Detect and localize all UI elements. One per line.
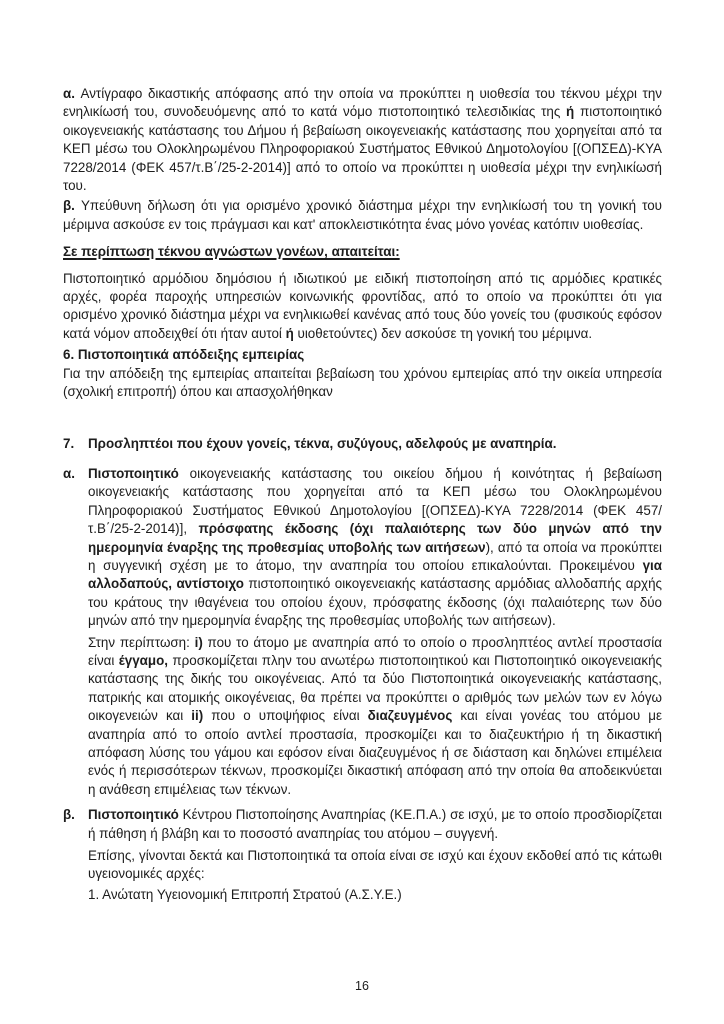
text-run: Αντίγραφο δικαστικής απόφασης από την οποία να προκύπτει η υιοθεσία του τέκνου μέχρι την ενηλικίωσή του, συνοδευόμενης από το κατά νόμο πιστοποιητικό τελεσιδικίας της bbox=[63, 86, 662, 120]
text-run: 1. Ανώτατη Υγειονομική Επιτροπή Στρατού (Α.Σ.Υ.Ε.) bbox=[88, 886, 402, 902]
text-run: ), από τα οποία να προκύπτει η συγγενική σχέση με το άτομο, την αναπηρία του οποίου επικαλούνται. Προκειμένου bbox=[88, 539, 662, 573]
text-run: Προσληπτέοι που έχουν γονείς, τέκνα, συζύγους, αδελφούς με αναπηρία. bbox=[88, 435, 557, 451]
text-run: πιστοποιητικό οικογενειακής κατάστασης του Δήμου ή βεβαίωση οικογενειακής κατάστασης που χορηγείται από τα ΚΕΠ μέσω του Ολοκληρωμένου Πληροφοριακού Συστήματος Εθνικού Δημοτολογίου [(ΟΠΣΕΔ)-ΚΥΑ 7228/2014 (ΦΕΚ 457/τ.Β΄/25-2-2014)] από το οποίο να προκύπτει η υιοθεσία μέχρι την ενηλικίωσή του. bbox=[63, 104, 662, 194]
text-run: και είναι γονέας του ατόμου με αναπηρία από το οποίο αντλεί προστασία, προσκομίζει και το διαζευκτήριο ή τη δικαστική απόφαση λύσης του γάμου και εφόσον είναι διαζευγμένος ή σε διάσταση και δηλώνει επιμέλεια ενός ή περισσότερων τέκνων, προσκομίζει δικαστική απόφαση από την οποία θα αποδεικνύεται η ανάθεση επιμέλειας των τέκνων. bbox=[88, 708, 662, 797]
text-run: Επίσης, γίνονται δεκτά και Πιστοποιητικά τα οποία είναι σε ισχύ και έχουν εκδοθεί από τις κάτωθι υγειονομικές αρχές: bbox=[88, 848, 662, 882]
para-adoption-decision bbox=[63, 85, 662, 195]
text-run: 6. Πιστοποιητικά απόδειξης εμπειρίας bbox=[63, 347, 305, 363]
item-a-family-status-cert bbox=[63, 465, 662, 631]
text-run: που το άτομο με αναπηρία από το οποίο ο προσληπτέος αντλεί προστασία είναι bbox=[88, 634, 662, 668]
text-run: β. bbox=[63, 198, 81, 214]
text-run: Σε περίπτωση τέκνου αγνώστων γονέων, απαιτείται: bbox=[63, 244, 400, 260]
text-run: προσκομίζεται πλην του ανωτέρω πιστοποιητικού και Πιστοποιητικό οικογενειακής κατάστασης της δικής του οικογένειας. Από τα δύο Πιστοποιητικά οικογενειακής κατάστασης, πατρικής και ατομικής οικογένειας, θα πρέπει να προκύπτει ο αριθμός των μελών των εν λόγω οικογενειών και bbox=[88, 652, 663, 724]
text-run: ή bbox=[285, 325, 294, 341]
text-run: οικογενειακής κατάστασης του οικείου δήμου ή κοινότητας ή βεβαίωση οικογενειακής κατάστασης που χορηγείται από τα ΚΕΠ μέσω του Ολοκληρωμένου Πληροφοριακού Συστήματος Εθνικού Δημοτολογίου [(ΟΠΣΕΔ)-ΚΥΑ 7228/2014 (ΦΕΚ 457/τ.Β΄/25-2-2014)], bbox=[88, 465, 662, 537]
text-run: διαζευγμένος bbox=[367, 708, 453, 724]
text-run: Πιστοποιητικό αρμόδιου δημόσιου ή ιδιωτικού με ειδική πιστοποίηση από τις αρμόδιες κρατικές αρχές, φορέα παροχής υπηρεσιών κοινωνικής φροντίδας, από το οποίο να προκύπτει ότι για ορισμένο χρονικό διάστημα μέχρι να ενηλικιωθεί κανένας από τους δύο γονείς του (φυσικούς εφόσον κατά νόμον αποδειχθεί ότι ήταν αυτοί bbox=[63, 270, 662, 341]
heading-6-experience bbox=[63, 346, 662, 364]
heading-7-disability bbox=[63, 435, 662, 453]
para-responsible-declaration bbox=[63, 197, 662, 234]
text-run: α. bbox=[63, 86, 81, 101]
text-run: Πιστοποιητικό bbox=[88, 465, 179, 481]
text-run: Κέντρου Πιστοποίησης Αναπηρίας (ΚΕ.Π.Α.) σε ισχύ, με το οποίο προσδιορίζεται ή πάθηση ή βλάβη και το ποσοστό αναπηρίας του ατόμου – συγγενή. bbox=[88, 807, 662, 841]
page-number: 16 bbox=[355, 979, 369, 993]
para-also-accepted bbox=[63, 847, 662, 884]
para-unknown-parents-cert bbox=[63, 270, 662, 344]
para-experience bbox=[63, 365, 662, 402]
text-run: Στην περίπτωση: bbox=[88, 634, 195, 650]
text-run: Υπεύθυνη δήλωση ότι για ορισμένο χρονικό διάστημα μέχρι την ενηλικίωσή του τη γονική του μέριμνα ασκούσε εν τοις πράγμασι και κατ' αποκλειστικότητα ένας μόνο γονέας κατόπιν υιοθεσίας. bbox=[63, 198, 662, 232]
heading-7-disability-marker: 7. bbox=[63, 435, 75, 451]
para-married-or-divorced bbox=[63, 634, 662, 800]
text-run: Πιστοποιητικό bbox=[88, 807, 179, 823]
page-content bbox=[63, 85, 662, 906]
item-b-kepa-cert-marker: β. bbox=[63, 807, 75, 823]
text-run: έγγαμο, bbox=[118, 652, 169, 668]
text-run: υιοθετούντες) δεν ασκούσε τη γονική του μέριμνα. bbox=[293, 325, 593, 341]
text-run: πρόσφατης έκδοσης (όχι παλαιότερης των δύο μηνών από την ημερομηνία έναρξης της προθεσμίας υποβολής των αιτήσεων bbox=[88, 521, 662, 555]
item-a-family-status-cert-marker: α. bbox=[63, 465, 75, 481]
item-b-kepa-cert bbox=[63, 806, 662, 843]
text-run: που ο υποψήφιος είναι bbox=[203, 708, 368, 724]
heading-unknown-parents bbox=[63, 243, 662, 261]
text-run: ii) bbox=[191, 708, 204, 724]
item-1-asye bbox=[63, 886, 662, 904]
text-run: ή bbox=[566, 104, 575, 120]
text-run: για αλλοδαπούς, αντίστοιχο bbox=[88, 557, 662, 592]
text-run: πιστοποιητικό οικογενειακής κατάστασης αρμόδιας αλλοδαπής αρχής του κράτους την ιθαγένεια του οποίου έχουν, πρόσφατης έκδοσης (όχι παλαιότερης των δύο μηνών από την ημερομηνία έναρξης της προθεσμίας υποβολής των αιτήσεων). bbox=[88, 576, 662, 629]
text-run: i) bbox=[194, 634, 203, 650]
text-run: Για την απόδειξη της εμπειρίας απαιτείται βεβαίωση του χρόνου εμπειρίας από την οικεία υπηρεσία (σχολική επιτροπή) όπου και απασχολήθηκαν bbox=[63, 365, 662, 400]
